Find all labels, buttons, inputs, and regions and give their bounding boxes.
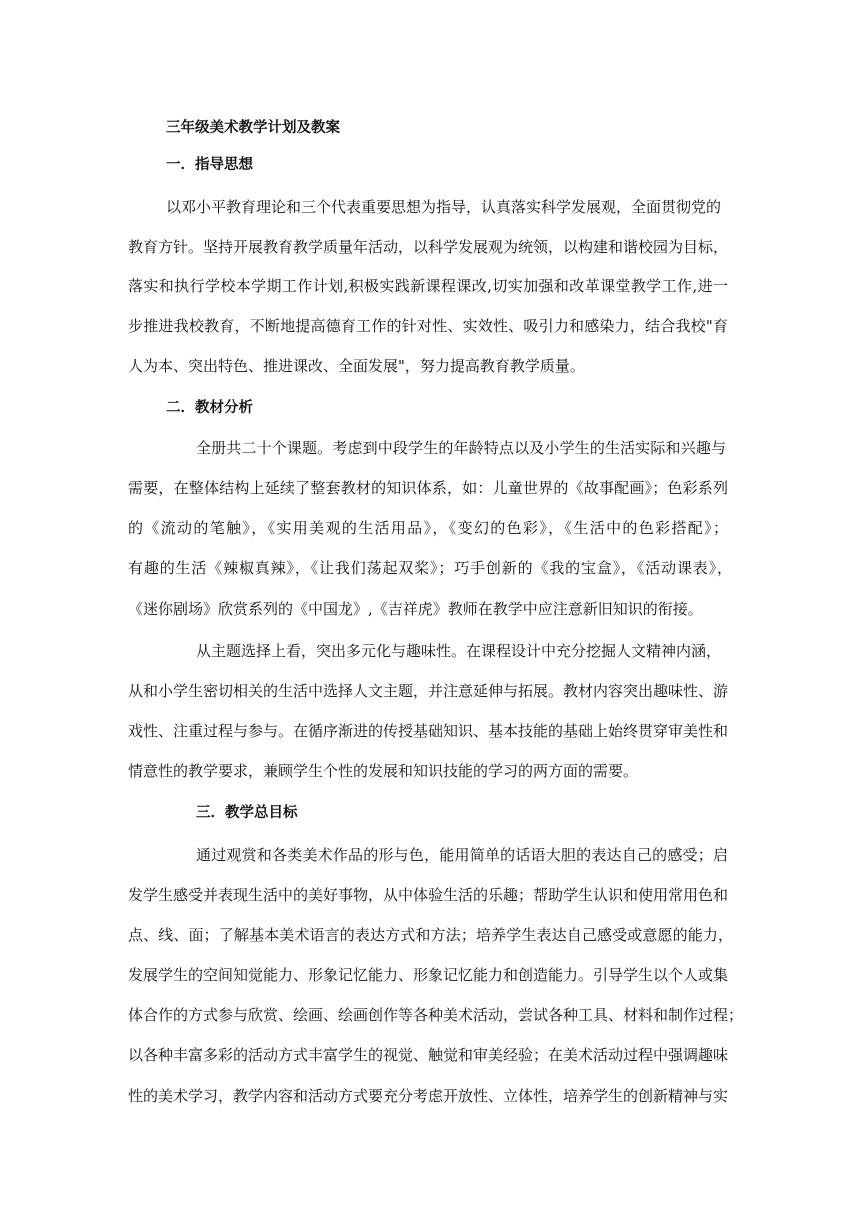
paragraph-line: 情意性的教学要求，兼顾学生个性的发展和知识技能的学习的两方面的需要。 — [128, 762, 639, 780]
paragraph-line: 发学生感受并表现生活中的美好事物，从中体验生活的乐趣；帮助学生认识和使用常用色和 — [128, 886, 729, 904]
paragraph-line: 全册共二十个课题。考虑到中段学生的年龄特点以及小学生的生活实际和兴趣与 — [196, 439, 726, 457]
paragraph-line: 以邓小平教育理论和三个代表重要思想为指导，认真落实科学发展观，全面贯彻党的 — [166, 198, 722, 216]
document-title: 三年级美术教学计划及教案 — [166, 120, 340, 136]
paragraph-line: 戏性、注重过程与参与。在循序渐进的传授基础知识、基本技能的基础上始终贯穿审美性和 — [128, 722, 729, 740]
paragraph-line: 需要，在整体结构上延续了整套教材的知识体系，如：儿童世界的《故事配画》；色彩系列 — [128, 479, 728, 497]
section-heading-guiding-ideology: 一．指导思想 — [166, 157, 253, 173]
paragraph-line: 《迷你剧场》欣赏系列的《中国龙》,《吉祥虎》教师在教学中应注意新旧知识的衔接。 — [128, 600, 703, 618]
paragraph-line: 有趣的生活《辣椒真辣》，《让我们荡起双桨》；巧手创新的《我的宝盒》，《活动课表》， — [128, 559, 732, 577]
paragraph-line: 性的美术学习，教学内容和活动方式要充分考虑开放性、立体性，培养学生的创新精神与实 — [128, 1087, 729, 1105]
paragraph-line: 人为本、突出特色、推进课改、全面发展"，努力提高教育教学质量。 — [128, 357, 585, 375]
paragraph-line: 教育方针。坚持开展教育教学质量年活动，以科学发展观为统领，以构建和谐校园为目标， — [128, 238, 729, 256]
paragraph-line: 落实和执行学校本学期工作计划,积极实践新课程课改,切实加强和改革课堂教学工作,进一 — [128, 277, 728, 295]
section-heading-textbook-analysis: 二．教材分析 — [166, 400, 253, 416]
paragraph-line: 点、线、面；了解基本美术语言的表达方式和方法；培养学生表达自己感受或意愿的能力， — [128, 926, 733, 944]
paragraph-line: 体合作的方式参与欣赏、绘画、绘画创作等各种美术活动，尝试各种工具、材料和制作过程； — [128, 1006, 744, 1024]
paragraph-line: 通过观赏和各类美术作品的形与色，能用简单的话语大胆的表达自己的感受；启 — [196, 846, 728, 864]
section-heading-teaching-goals: 三．教学总目标 — [196, 805, 298, 821]
paragraph-line: 以各种丰富多彩的活动方式丰富学生的视觉、触觉和审美经验；在美术活动过程中强调趣味 — [128, 1046, 729, 1064]
paragraph-line: 的《流动的笔触》，《实用美观的生活用品》，《变幻的色彩》，《生活中的色彩搭配》； — [128, 519, 728, 537]
paragraph-line: 从主题选择上看，突出多元化与趣味性。在课程设计中充分挖掘人文精神内涵， — [196, 642, 722, 660]
paragraph-line: 发展学生的空间知觉能力、形象记忆能力、形象记忆能力和创造能力。引导学生以个人或集 — [128, 966, 729, 984]
paragraph-line: 步推进我校教育，不断地提高德育工作的针对性、实效性、吸引力和感染力，结合我校"育 — [128, 317, 728, 335]
paragraph-line: 从和小学生密切相关的生活中选择人文主题，并注意延伸与拓展。教材内容突出趣味性、游 — [128, 682, 729, 700]
